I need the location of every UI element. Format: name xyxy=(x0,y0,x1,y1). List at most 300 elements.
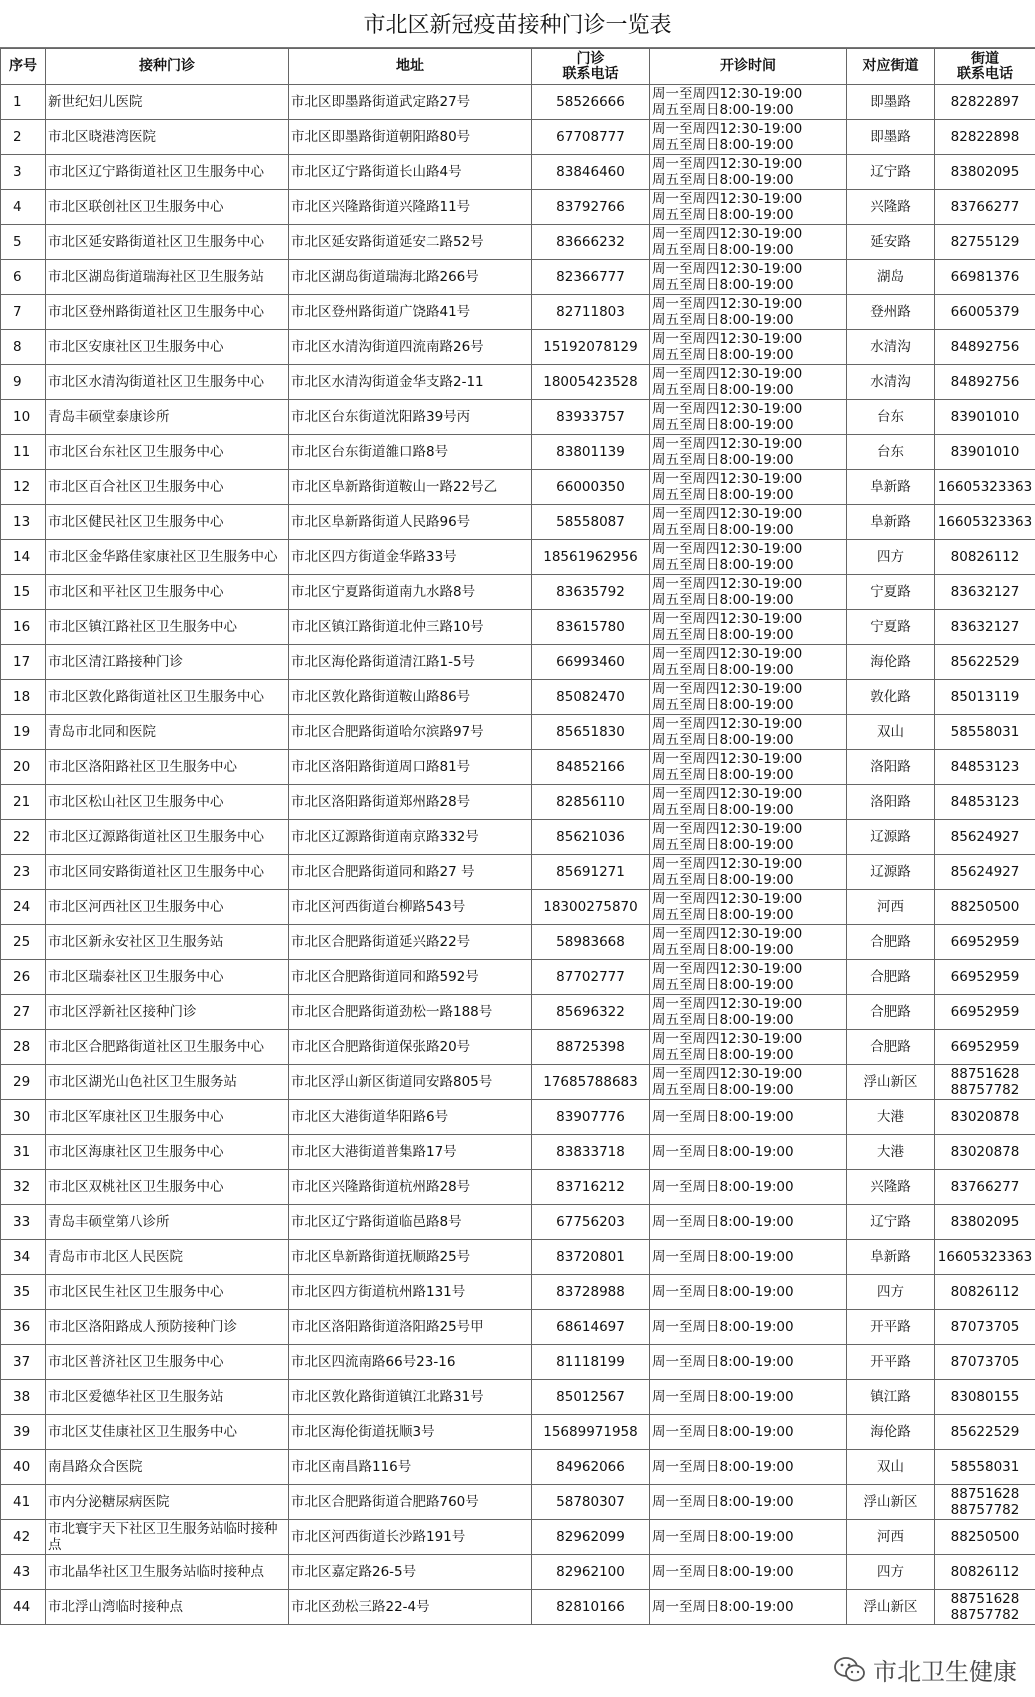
cell-street: 大港 xyxy=(847,1100,935,1135)
table-row xyxy=(1,470,1035,505)
table-row xyxy=(1,1485,1035,1520)
cell-clinic-phone: 83635792 xyxy=(532,575,650,610)
cell-street: 四方 xyxy=(847,1275,935,1310)
cell-hours: 周一至周日8:00-19:00 xyxy=(650,1415,847,1450)
watermark xyxy=(833,1652,1017,1687)
cell-clinic: 市北区松山社区卫生服务中心 xyxy=(46,785,289,820)
table-row xyxy=(1,750,1035,785)
cell-clinic: 市北区双桃社区卫生服务中心 xyxy=(46,1170,289,1205)
cell-clinic-phone: 85082470 xyxy=(532,680,650,715)
cell-clinic-phone: 66993460 xyxy=(532,645,650,680)
cell-hours: 周一至周四12:30-19:00 周五至周日8:00-19:00 xyxy=(650,785,847,820)
cell-index: 22 xyxy=(1,820,46,855)
table-row xyxy=(1,890,1035,925)
cell-street: 合肥路 xyxy=(847,995,935,1030)
cell-address: 市北区湖岛街道瑞海北路266号 xyxy=(289,260,532,295)
cell-clinic-phone: 18005423528 xyxy=(532,365,650,400)
cell-address: 市北区敦化路街道镇江北路31号 xyxy=(289,1380,532,1415)
cell-street: 浮山新区 xyxy=(847,1485,935,1520)
cell-index: 4 xyxy=(1,190,46,225)
cell-hours: 周一至周四12:30-19:00 周五至周日8:00-19:00 xyxy=(650,225,847,260)
cell-clinic-phone: 83792766 xyxy=(532,190,650,225)
cell-clinic-phone: 82962100 xyxy=(532,1555,650,1590)
table-row xyxy=(1,1205,1035,1240)
cell-clinic-phone: 83720801 xyxy=(532,1240,650,1275)
table-row xyxy=(1,225,1035,260)
cell-street: 开平路 xyxy=(847,1345,935,1380)
cell-street-phone: 83632127 xyxy=(935,610,1035,645)
cell-street: 合肥路 xyxy=(847,1030,935,1065)
cell-clinic-phone: 83907776 xyxy=(532,1100,650,1135)
cell-hours: 周一至周四12:30-19:00 周五至周日8:00-19:00 xyxy=(650,820,847,855)
cell-hours: 周一至周日8:00-19:00 xyxy=(650,1275,847,1310)
cell-clinic: 市北区民生社区卫生服务中心 xyxy=(46,1275,289,1310)
cell-address: 市北区宁夏路街道南九水路8号 xyxy=(289,575,532,610)
cell-hours: 周一至周日8:00-19:00 xyxy=(650,1100,847,1135)
cell-index: 12 xyxy=(1,470,46,505)
table-row xyxy=(1,1275,1035,1310)
cell-clinic-phone: 85621036 xyxy=(532,820,650,855)
cell-clinic: 市北区浮新社区接种门诊 xyxy=(46,995,289,1030)
cell-hours: 周一至周四12:30-19:00 周五至周日8:00-19:00 xyxy=(650,680,847,715)
table-row xyxy=(1,1450,1035,1485)
cell-street-phone: 87073705 xyxy=(935,1345,1035,1380)
col-header-hours: 开诊时间 xyxy=(650,49,847,85)
cell-address: 市北区辽宁路街道临邑路8号 xyxy=(289,1205,532,1240)
cell-clinic: 市北区新永安社区卫生服务站 xyxy=(46,925,289,960)
table-row xyxy=(1,1380,1035,1415)
cell-index: 11 xyxy=(1,435,46,470)
cell-clinic-phone: 82856110 xyxy=(532,785,650,820)
cell-street: 浮山新区 xyxy=(847,1590,935,1625)
cell-street: 水清沟 xyxy=(847,330,935,365)
cell-address: 市北区劲松三路22-4号 xyxy=(289,1590,532,1625)
table-row xyxy=(1,960,1035,995)
cell-address: 市北区大港街道普集路17号 xyxy=(289,1135,532,1170)
cell-hours: 周一至周四12:30-19:00 周五至周日8:00-19:00 xyxy=(650,470,847,505)
cell-index: 26 xyxy=(1,960,46,995)
col-header-clinic-phone: 门诊 联系电话 xyxy=(532,49,650,85)
cell-hours: 周一至周四12:30-19:00 周五至周日8:00-19:00 xyxy=(650,1030,847,1065)
cell-clinic: 市北区百合社区卫生服务中心 xyxy=(46,470,289,505)
table-row xyxy=(1,1065,1035,1100)
cell-street: 浮山新区 xyxy=(847,1065,935,1100)
cell-hours: 周一至周日8:00-19:00 xyxy=(650,1170,847,1205)
cell-index: 34 xyxy=(1,1240,46,1275)
cell-street-phone: 66952959 xyxy=(935,960,1035,995)
cell-address: 市北区海伦路街道清江路1-5号 xyxy=(289,645,532,680)
cell-clinic: 市北区军康社区卫生服务中心 xyxy=(46,1100,289,1135)
cell-hours: 周一至周日8:00-19:00 xyxy=(650,1240,847,1275)
cell-address: 市北区浮山新区街道同安路805号 xyxy=(289,1065,532,1100)
cell-hours: 周一至周四12:30-19:00 周五至周日8:00-19:00 xyxy=(650,190,847,225)
cell-street: 海伦路 xyxy=(847,1415,935,1450)
cell-clinic-phone: 67708777 xyxy=(532,120,650,155)
cell-clinic-phone: 58983668 xyxy=(532,925,650,960)
cell-index: 13 xyxy=(1,505,46,540)
cell-street-phone: 16605323363 xyxy=(935,1240,1035,1275)
col-header-street-phone: 街道 联系电话 xyxy=(935,49,1035,85)
footer xyxy=(0,1657,1035,1697)
cell-clinic: 市北区瑞泰社区卫生服务中心 xyxy=(46,960,289,995)
cell-hours: 周一至周四12:30-19:00 周五至周日8:00-19:00 xyxy=(650,295,847,330)
cell-index: 10 xyxy=(1,400,46,435)
cell-clinic-phone: 83728988 xyxy=(532,1275,650,1310)
cell-index: 27 xyxy=(1,995,46,1030)
cell-clinic: 市北区普济社区卫生服务中心 xyxy=(46,1345,289,1380)
cell-street-phone: 82822898 xyxy=(935,120,1035,155)
table-row xyxy=(1,1135,1035,1170)
cell-index: 33 xyxy=(1,1205,46,1240)
cell-address: 市北区辽宁路街道长山路4号 xyxy=(289,155,532,190)
cell-hours: 周一至周四12:30-19:00 周五至周日8:00-19:00 xyxy=(650,925,847,960)
cell-street-phone: 82755129 xyxy=(935,225,1035,260)
cell-clinic-phone: 85012567 xyxy=(532,1380,650,1415)
cell-street-phone: 58558031 xyxy=(935,1450,1035,1485)
cell-street-phone: 88751628 88757782 xyxy=(935,1590,1035,1625)
cell-address: 市北区合肥路街道哈尔滨路97号 xyxy=(289,715,532,750)
cell-hours: 周一至周四12:30-19:00 周五至周日8:00-19:00 xyxy=(650,155,847,190)
cell-index: 35 xyxy=(1,1275,46,1310)
table-row xyxy=(1,155,1035,190)
cell-street: 辽源路 xyxy=(847,855,935,890)
cell-address: 市北区合肥路街道保张路20号 xyxy=(289,1030,532,1065)
table-row xyxy=(1,925,1035,960)
cell-index: 21 xyxy=(1,785,46,820)
cell-clinic-phone: 18300275870 xyxy=(532,890,650,925)
table-row xyxy=(1,295,1035,330)
cell-street-phone: 84853123 xyxy=(935,785,1035,820)
cell-hours: 周一至周日8:00-19:00 xyxy=(650,1135,847,1170)
cell-clinic: 市北区合肥路街道社区卫生服务中心 xyxy=(46,1030,289,1065)
cell-clinic: 市北区安康社区卫生服务中心 xyxy=(46,330,289,365)
cell-address: 市北区大港街道华阳路6号 xyxy=(289,1100,532,1135)
cell-clinic-phone: 83716212 xyxy=(532,1170,650,1205)
cell-street-phone: 83901010 xyxy=(935,435,1035,470)
cell-address: 市北区台东街道雒口路8号 xyxy=(289,435,532,470)
cell-index: 2 xyxy=(1,120,46,155)
cell-hours: 周一至周四12:30-19:00 周五至周日8:00-19:00 xyxy=(650,400,847,435)
cell-street: 兴隆路 xyxy=(847,190,935,225)
cell-street: 兴隆路 xyxy=(847,1170,935,1205)
cell-index: 36 xyxy=(1,1310,46,1345)
cell-address: 市北区洛阳路街道周口路81号 xyxy=(289,750,532,785)
cell-clinic-phone: 82810166 xyxy=(532,1590,650,1625)
cell-hours: 周一至周日8:00-19:00 xyxy=(650,1205,847,1240)
table-row xyxy=(1,1590,1035,1625)
cell-street: 即墨路 xyxy=(847,120,935,155)
cell-clinic-phone: 58780307 xyxy=(532,1485,650,1520)
wechat-icon xyxy=(833,1656,867,1684)
cell-index: 29 xyxy=(1,1065,46,1100)
cell-hours: 周一至周四12:30-19:00 周五至周日8:00-19:00 xyxy=(650,330,847,365)
cell-address: 市北区兴隆路街道兴隆路11号 xyxy=(289,190,532,225)
table-row xyxy=(1,120,1035,155)
cell-index: 17 xyxy=(1,645,46,680)
cell-index: 37 xyxy=(1,1345,46,1380)
table-row xyxy=(1,855,1035,890)
cell-clinic: 市北区辽源路街道社区卫生服务中心 xyxy=(46,820,289,855)
cell-address: 市北区阜新路街道抚顺路25号 xyxy=(289,1240,532,1275)
cell-clinic: 市北区湖岛街道瑞海社区卫生服务站 xyxy=(46,260,289,295)
cell-index: 5 xyxy=(1,225,46,260)
cell-street-phone: 16605323363 xyxy=(935,505,1035,540)
cell-clinic-phone: 88725398 xyxy=(532,1030,650,1065)
cell-hours: 周一至周日8:00-19:00 xyxy=(650,1485,847,1520)
table-row xyxy=(1,1310,1035,1345)
cell-street-phone: 85624927 xyxy=(935,855,1035,890)
cell-clinic: 市北区湖光山色社区卫生服务站 xyxy=(46,1065,289,1100)
cell-street-phone: 88250500 xyxy=(935,1520,1035,1555)
cell-clinic: 市北区敦化路街道社区卫生服务中心 xyxy=(46,680,289,715)
cell-index: 15 xyxy=(1,575,46,610)
cell-street-phone: 58558031 xyxy=(935,715,1035,750)
cell-address: 市北区南昌路116号 xyxy=(289,1450,532,1485)
cell-clinic: 市北区艾佳康社区卫生服务中心 xyxy=(46,1415,289,1450)
cell-index: 25 xyxy=(1,925,46,960)
cell-index: 1 xyxy=(1,85,46,120)
cell-clinic: 市北寰宇天下社区卫生服务站临时接种点 xyxy=(46,1520,289,1555)
cell-street-phone: 85622529 xyxy=(935,1415,1035,1450)
header-row xyxy=(1,49,1035,85)
cell-clinic-phone: 58526666 xyxy=(532,85,650,120)
table-row xyxy=(1,1170,1035,1205)
table-row xyxy=(1,1415,1035,1450)
cell-clinic-phone: 83846460 xyxy=(532,155,650,190)
cell-clinic: 市北区联创社区卫生服务中心 xyxy=(46,190,289,225)
cell-street: 台东 xyxy=(847,400,935,435)
cell-address: 市北区海伦街道抚顺3号 xyxy=(289,1415,532,1450)
cell-street: 镇江路 xyxy=(847,1380,935,1415)
cell-clinic: 市北区同安路街道社区卫生服务中心 xyxy=(46,855,289,890)
cell-index: 32 xyxy=(1,1170,46,1205)
cell-address: 市北区四方街道杭州路131号 xyxy=(289,1275,532,1310)
cell-clinic: 市北区清江路接种门诊 xyxy=(46,645,289,680)
cell-hours: 周一至周四12:30-19:00 周五至周日8:00-19:00 xyxy=(650,750,847,785)
cell-street: 辽源路 xyxy=(847,820,935,855)
cell-street-phone: 84892756 xyxy=(935,330,1035,365)
cell-clinic-phone: 17685788683 xyxy=(532,1065,650,1100)
cell-address: 市北区洛阳路街道洛阳路25号甲 xyxy=(289,1310,532,1345)
cell-street: 水清沟 xyxy=(847,365,935,400)
cell-street: 阜新路 xyxy=(847,470,935,505)
cell-clinic-phone: 83801139 xyxy=(532,435,650,470)
cell-clinic-phone: 82711803 xyxy=(532,295,650,330)
cell-address: 市北区辽源路街道南京路332号 xyxy=(289,820,532,855)
cell-hours: 周一至周日8:00-19:00 xyxy=(650,1345,847,1380)
cell-address: 市北区阜新路街道鞍山一路22号乙 xyxy=(289,470,532,505)
cell-index: 24 xyxy=(1,890,46,925)
cell-street-phone: 83080155 xyxy=(935,1380,1035,1415)
cell-street: 四方 xyxy=(847,540,935,575)
cell-street: 洛阳路 xyxy=(847,785,935,820)
cell-clinic: 市北区洛阳路成人预防接种门诊 xyxy=(46,1310,289,1345)
cell-street-phone: 66952959 xyxy=(935,925,1035,960)
cell-address: 市北区即墨路街道武定路27号 xyxy=(289,85,532,120)
cell-street: 双山 xyxy=(847,715,935,750)
cell-index: 7 xyxy=(1,295,46,330)
cell-address: 市北区台东街道沈阳路39号丙 xyxy=(289,400,532,435)
cell-street: 合肥路 xyxy=(847,960,935,995)
cell-address: 市北区合肥路街道延兴路22号 xyxy=(289,925,532,960)
cell-clinic-phone: 68614697 xyxy=(532,1310,650,1345)
cell-street-phone: 85622529 xyxy=(935,645,1035,680)
cell-hours: 周一至周日8:00-19:00 xyxy=(650,1555,847,1590)
cell-clinic: 市北区台东社区卫生服务中心 xyxy=(46,435,289,470)
cell-street-phone: 87073705 xyxy=(935,1310,1035,1345)
watermark-text: 市北卫生健康 xyxy=(873,1658,1017,1686)
table-row xyxy=(1,610,1035,645)
table-row xyxy=(1,365,1035,400)
table-row xyxy=(1,260,1035,295)
cell-street: 海伦路 xyxy=(847,645,935,680)
cell-hours: 周一至周四12:30-19:00 周五至周日8:00-19:00 xyxy=(650,85,847,120)
cell-index: 42 xyxy=(1,1520,46,1555)
cell-hours: 周一至周四12:30-19:00 周五至周日8:00-19:00 xyxy=(650,960,847,995)
cell-street-phone: 88751628 88757782 xyxy=(935,1065,1035,1100)
cell-clinic-phone: 82366777 xyxy=(532,260,650,295)
cell-street-phone: 83802095 xyxy=(935,1205,1035,1240)
cell-street: 双山 xyxy=(847,1450,935,1485)
cell-hours: 周一至周日8:00-19:00 xyxy=(650,1450,847,1485)
cell-street-phone: 84892756 xyxy=(935,365,1035,400)
cell-clinic-phone: 87702777 xyxy=(532,960,650,995)
table-row xyxy=(1,435,1035,470)
cell-index: 43 xyxy=(1,1555,46,1590)
cell-clinic-phone: 82962099 xyxy=(532,1520,650,1555)
table-row xyxy=(1,85,1035,120)
cell-clinic-phone: 84852166 xyxy=(532,750,650,785)
cell-street: 河西 xyxy=(847,1520,935,1555)
cell-street-phone: 88250500 xyxy=(935,890,1035,925)
cell-clinic: 市北区健民社区卫生服务中心 xyxy=(46,505,289,540)
cell-address: 市北区四流南路66号23-16 xyxy=(289,1345,532,1380)
cell-street-phone: 80826112 xyxy=(935,540,1035,575)
cell-index: 20 xyxy=(1,750,46,785)
cell-clinic-phone: 83933757 xyxy=(532,400,650,435)
cell-hours: 周一至周四12:30-19:00 周五至周日8:00-19:00 xyxy=(650,120,847,155)
cell-street-phone: 16605323363 xyxy=(935,470,1035,505)
cell-hours: 周一至周四12:30-19:00 周五至周日8:00-19:00 xyxy=(650,645,847,680)
cell-clinic: 新世纪妇儿医院 xyxy=(46,85,289,120)
cell-address: 市北区合肥路街道合肥路760号 xyxy=(289,1485,532,1520)
cell-clinic: 青岛市北同和医院 xyxy=(46,715,289,750)
cell-address: 市北区河西街道台柳路543号 xyxy=(289,890,532,925)
cell-index: 18 xyxy=(1,680,46,715)
cell-street-phone: 83020878 xyxy=(935,1100,1035,1135)
cell-street-phone: 66981376 xyxy=(935,260,1035,295)
table-row xyxy=(1,715,1035,750)
cell-street-phone: 80826112 xyxy=(935,1555,1035,1590)
cell-clinic: 市北区金华路佳家康社区卫生服务中心 xyxy=(46,540,289,575)
cell-address: 市北区洛阳路街道郑州路28号 xyxy=(289,785,532,820)
cell-index: 9 xyxy=(1,365,46,400)
cell-street: 台东 xyxy=(847,435,935,470)
cell-hours: 周一至周四12:30-19:00 周五至周日8:00-19:00 xyxy=(650,260,847,295)
cell-street-phone: 88751628 88757782 xyxy=(935,1485,1035,1520)
cell-index: 6 xyxy=(1,260,46,295)
cell-address: 市北区合肥路街道同和路592号 xyxy=(289,960,532,995)
cell-index: 30 xyxy=(1,1100,46,1135)
cell-index: 14 xyxy=(1,540,46,575)
cell-street: 敦化路 xyxy=(847,680,935,715)
cell-hours: 周一至周日8:00-19:00 xyxy=(650,1590,847,1625)
cell-clinic: 青岛丰硕堂第八诊所 xyxy=(46,1205,289,1240)
cell-clinic: 市北晶华社区卫生服务站临时接种点 xyxy=(46,1555,289,1590)
cell-index: 31 xyxy=(1,1135,46,1170)
cell-address: 市北区镇江路街道北仲三路10号 xyxy=(289,610,532,645)
cell-clinic-phone: 83833718 xyxy=(532,1135,650,1170)
cell-street: 阜新路 xyxy=(847,1240,935,1275)
cell-street-phone: 83766277 xyxy=(935,1170,1035,1205)
cell-street: 阜新路 xyxy=(847,505,935,540)
cell-address: 市北区四方街道金华路33号 xyxy=(289,540,532,575)
cell-street: 宁夏路 xyxy=(847,575,935,610)
cell-clinic-phone: 81118199 xyxy=(532,1345,650,1380)
table-row xyxy=(1,1030,1035,1065)
cell-clinic: 南昌路众合医院 xyxy=(46,1450,289,1485)
cell-address: 市北区合肥路街道劲松一路188号 xyxy=(289,995,532,1030)
table-row xyxy=(1,820,1035,855)
cell-clinic: 市北区爱德华社区卫生服务站 xyxy=(46,1380,289,1415)
cell-street-phone: 83802095 xyxy=(935,155,1035,190)
cell-street-phone: 66005379 xyxy=(935,295,1035,330)
table-row xyxy=(1,1100,1035,1135)
cell-clinic: 市北区晓港湾医院 xyxy=(46,120,289,155)
cell-clinic: 市内分泌糖尿病医院 xyxy=(46,1485,289,1520)
cell-clinic-phone: 67756203 xyxy=(532,1205,650,1240)
cell-clinic-phone: 18561962956 xyxy=(532,540,650,575)
cell-index: 44 xyxy=(1,1590,46,1625)
cell-address: 市北区延安路街道延安二路52号 xyxy=(289,225,532,260)
cell-hours: 周一至周四12:30-19:00 周五至周日8:00-19:00 xyxy=(650,855,847,890)
cell-address: 市北区河西街道长沙路191号 xyxy=(289,1520,532,1555)
table-row xyxy=(1,1345,1035,1380)
cell-street-phone: 66952959 xyxy=(935,995,1035,1030)
cell-hours: 周一至周四12:30-19:00 周五至周日8:00-19:00 xyxy=(650,365,847,400)
cell-street: 辽宁路 xyxy=(847,155,935,190)
cell-street: 合肥路 xyxy=(847,925,935,960)
cell-address: 市北区敦化路街道鞍山路86号 xyxy=(289,680,532,715)
cell-index: 19 xyxy=(1,715,46,750)
cell-clinic-phone: 58558087 xyxy=(532,505,650,540)
cell-clinic: 市北区和平社区卫生服务中心 xyxy=(46,575,289,610)
table-row xyxy=(1,505,1035,540)
cell-clinic: 青岛市市北区人民医院 xyxy=(46,1240,289,1275)
cell-clinic: 市北浮山湾临时接种点 xyxy=(46,1590,289,1625)
cell-street: 湖岛 xyxy=(847,260,935,295)
cell-clinic-phone: 83615780 xyxy=(532,610,650,645)
cell-address: 市北区登州路街道广饶路41号 xyxy=(289,295,532,330)
cell-street: 大港 xyxy=(847,1135,935,1170)
cell-hours: 周一至周四12:30-19:00 周五至周日8:00-19:00 xyxy=(650,435,847,470)
cell-clinic: 市北区镇江路社区卫生服务中心 xyxy=(46,610,289,645)
col-header-clinic: 接种门诊 xyxy=(46,49,289,85)
cell-clinic-phone: 84962066 xyxy=(532,1450,650,1485)
cell-clinic: 市北区延安路街道社区卫生服务中心 xyxy=(46,225,289,260)
cell-index: 41 xyxy=(1,1485,46,1520)
cell-street-phone: 80826112 xyxy=(935,1275,1035,1310)
table-row xyxy=(1,995,1035,1030)
table-row xyxy=(1,680,1035,715)
cell-index: 3 xyxy=(1,155,46,190)
cell-street-phone: 83901010 xyxy=(935,400,1035,435)
cell-address: 市北区水清沟街道金华支路2-11 xyxy=(289,365,532,400)
table-row xyxy=(1,575,1035,610)
cell-hours: 周一至周四12:30-19:00 周五至周日8:00-19:00 xyxy=(650,540,847,575)
cell-clinic-phone: 66000350 xyxy=(532,470,650,505)
cell-hours: 周一至周日8:00-19:00 xyxy=(650,1380,847,1415)
